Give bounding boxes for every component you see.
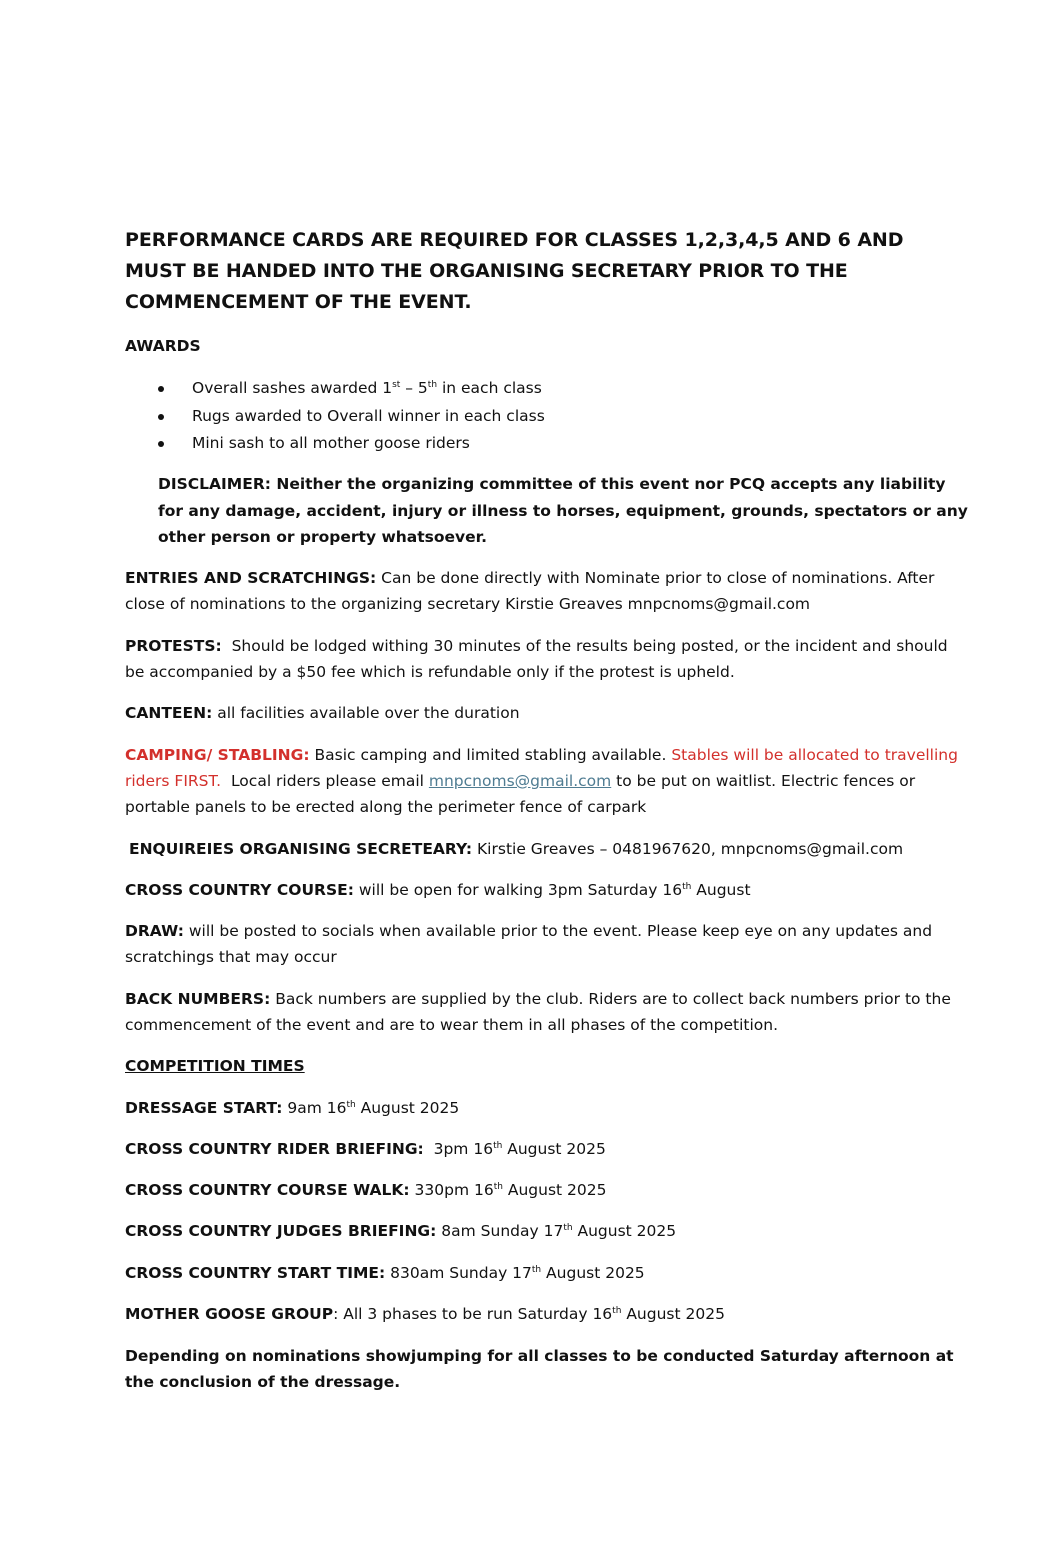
- draw-paragraph: DRAW: will be posted to socials when available prior to the event. Please keep eye on any updates and scratchings that may occur: [125, 922, 933, 966]
- canteen-label: CANTEEN:: [125, 704, 213, 722]
- bullet-icon: [158, 414, 164, 420]
- entries-paragraph: ENTRIES AND SCRATCHINGS: Can be done directly with Nominate prior to close of nominations. After close of nominations to the organizing secretary Kirstie Greaves mnpcnoms@gmail.com: [125, 569, 935, 613]
- camping-label: CAMPING/ STABLING:: [125, 746, 310, 764]
- competition-times-heading: COMPETITION TIMES: [125, 1057, 305, 1075]
- entries-label: ENTRIES AND SCRATCHINGS:: [125, 569, 377, 587]
- bullet-icon: [158, 441, 164, 447]
- disclaimer-paragraph: DISCLAIMER: Neither the organizing committee of this event nor PCQ accepts any liability for any damage, accident, injury or illness to horses, equipment, grounds, spectators or any other person or property whatsoever.: [158, 475, 968, 546]
- list-item: Overall sashes awarded 1st – 5th in each class: [158, 375, 545, 403]
- back-numbers-label: BACK NUMBERS:: [125, 990, 271, 1008]
- back-numbers-paragraph: BACK NUMBERS: Back numbers are supplied by the club. Riders are to collect back numbers prior to the commencement of the event and are to wear them in all phases of the competition.: [125, 990, 951, 1034]
- dressage-start-line: DRESSAGE START: 9am 16th August 2025: [125, 1099, 460, 1117]
- enquiries-label: ENQUIREIES ORGANISING SECRETEARY:: [129, 840, 473, 858]
- enquiries-paragraph: ENQUIREIES ORGANISING SECRETEARY: Kirstie Greaves – 0481967620, mnpcnoms@gmail.com: [129, 840, 904, 858]
- xc-course-label: CROSS COUNTRY COURSE:: [125, 881, 354, 899]
- protests-paragraph: PROTESTS: Should be lodged withing 30 minutes of the results being posted, or the incident and should be accompanied by a $50 fee which is refundable only if the protest is upheld.: [125, 637, 953, 681]
- bullet-icon: [158, 386, 164, 392]
- email-link[interactable]: mnpcnoms@gmail.com: [428, 772, 612, 790]
- xc-rider-briefing-line: CROSS COUNTRY RIDER BRIEFING: 3pm 16th August 2025: [125, 1140, 606, 1158]
- awards-list: [158, 375, 545, 458]
- performance-cards-heading: PERFORMANCE CARDS ARE REQUIRED FOR CLASSES 1,2,3,4,5 AND 6 AND MUST BE HANDED INTO THE ORGANISING SECRETARY PRIOR TO THE COMMENCEMENT OF THE EVENT.: [125, 229, 904, 313]
- draw-label: DRAW:: [125, 922, 184, 940]
- xc-start-time-line: CROSS COUNTRY START TIME: 830am Sunday 17th August 2025: [125, 1264, 645, 1282]
- xc-course-paragraph: CROSS COUNTRY COURSE: will be open for walking 3pm Saturday 16th August: [125, 881, 751, 899]
- list-item: Mini sash to all mother goose riders: [158, 430, 545, 458]
- xc-course-walk-line: CROSS COUNTRY COURSE WALK: 330pm 16th August 2025: [125, 1181, 607, 1199]
- protests-label: PROTESTS:: [125, 637, 222, 655]
- camping-paragraph: CAMPING/ STABLING: Basic camping and limited stabling available. Stables will be allocated to travelling riders FIRST. Local riders please email mnpcnoms@gmail.com to be put on waitlist. Electric fences or portable panels to be erected along the perimeter fence of carpark: [125, 746, 958, 816]
- list-item: Rugs awarded to Overall winner in each class: [158, 403, 545, 431]
- showjumping-note: Depending on nominations showjumping for all classes to be conducted Saturday afternoon at the conclusion of the dressage.: [125, 1347, 954, 1391]
- mother-goose-line: MOTHER GOOSE GROUP: All 3 phases to be run Saturday 16th August 2025: [125, 1305, 725, 1323]
- awards-heading: AWARDS: [125, 337, 201, 355]
- canteen-paragraph: CANTEEN: all facilities available over the duration: [125, 704, 520, 722]
- stables-notice: Stables will be allocated to travelling riders FIRST.: [125, 746, 958, 790]
- xc-judges-briefing-line: CROSS COUNTRY JUDGES BRIEFING: 8am Sunday 17th August 2025: [125, 1222, 677, 1240]
